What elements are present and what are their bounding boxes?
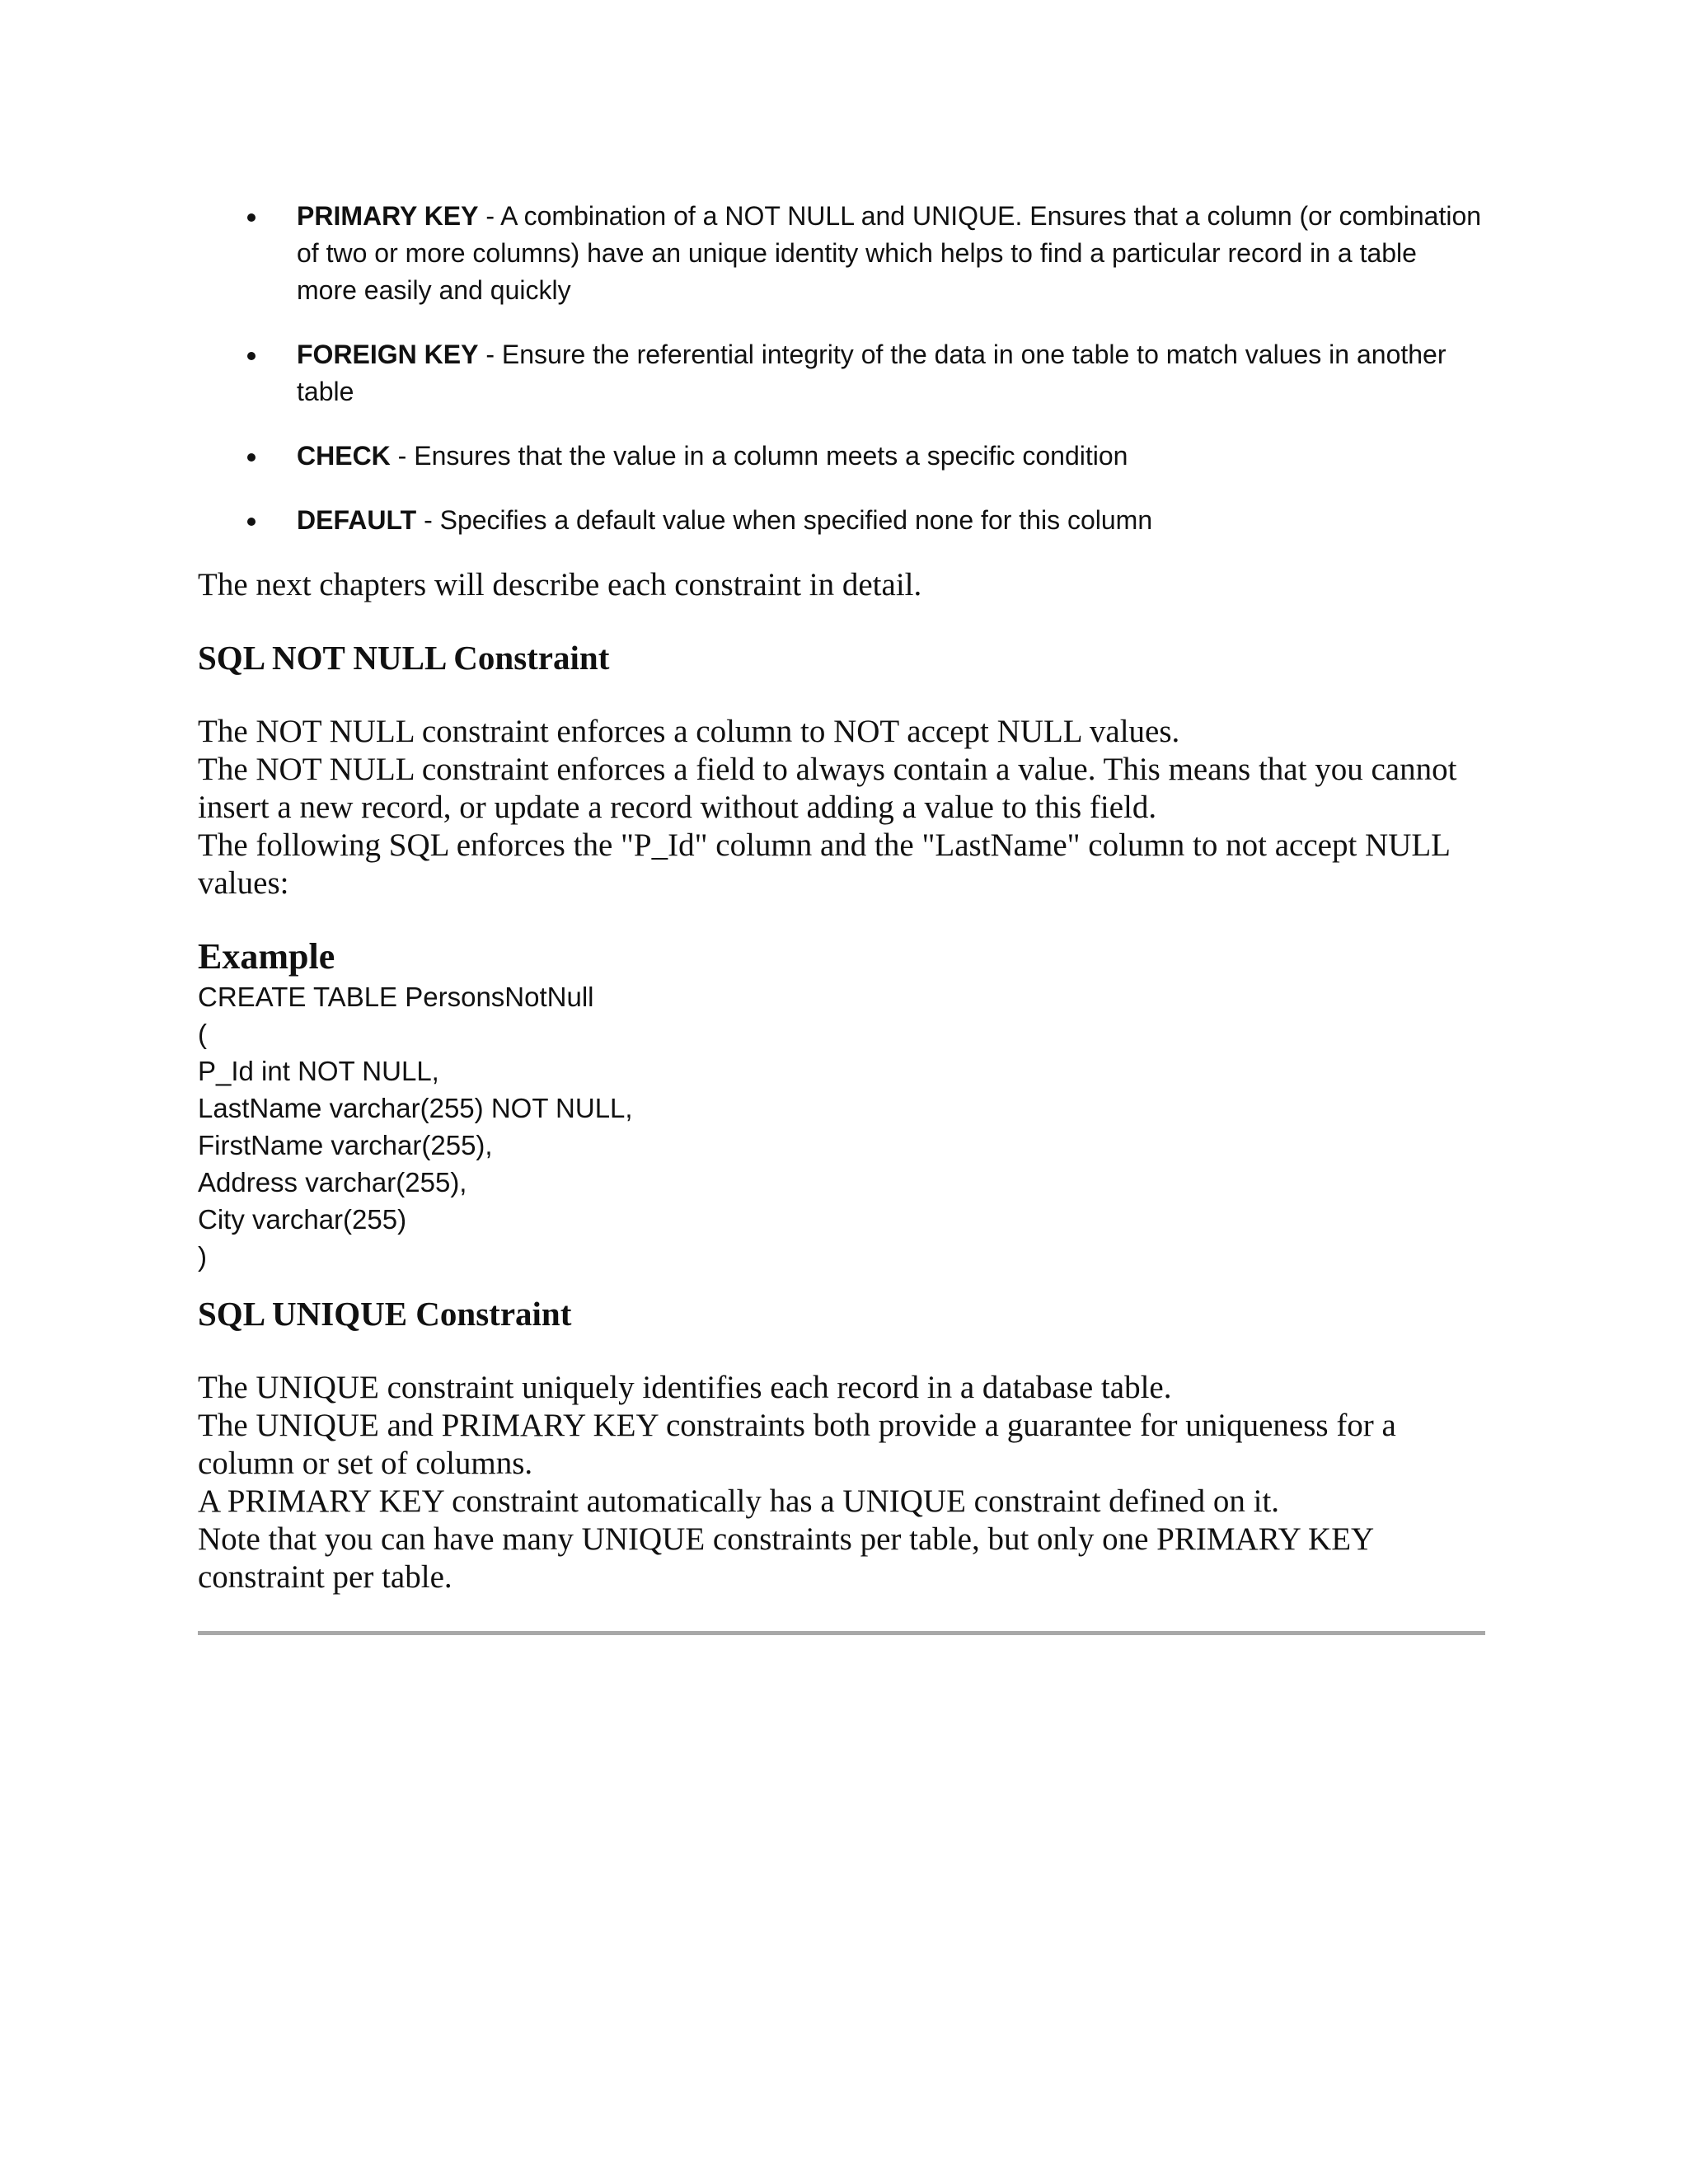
list-item-primary-key xyxy=(198,198,1484,309)
code-line: CREATE TABLE PersonsNotNull xyxy=(198,982,594,1012)
list-item-foreign-key xyxy=(198,336,1484,410)
page-content xyxy=(198,198,1484,1635)
code-line: FirstName varchar(255), xyxy=(198,1130,493,1160)
term-label: PRIMARY KEY xyxy=(297,201,479,231)
term-description: - A combination of a NOT NULL and UNIQUE. Ensures that a column (or combination of two or more columns) have an unique identity which helps to find a particular record in a table more easily and quickly xyxy=(297,201,1482,305)
term-description: - Ensure the referential integrity of the data in one table to match values in another table xyxy=(297,340,1447,406)
paragraph: A PRIMARY KEY constraint automatically has a UNIQUE constraint defined on it. xyxy=(198,1483,1280,1519)
code-line: ) xyxy=(198,1241,207,1272)
example-heading: Example xyxy=(198,936,335,977)
paragraph: The NOT NULL constraint enforces a field to always contain a value. This means that you cannot insert a new record, or update a record without adding a value to this field. xyxy=(198,752,1457,825)
term-label: DEFAULT xyxy=(297,505,417,535)
constraint-list xyxy=(198,198,1484,539)
paragraph: Note that you can have many UNIQUE constraints per table, but only one PRIMARY KEY constraint per table. xyxy=(198,1521,1373,1595)
code-line: City varchar(255) xyxy=(198,1204,407,1235)
intro-paragraph: The next chapters will describe each constraint in detail. xyxy=(198,567,922,602)
paragraph: The NOT NULL constraint enforces a column to NOT accept NULL values. xyxy=(198,714,1180,749)
list-item-check xyxy=(198,438,1484,475)
horizontal-divider xyxy=(198,1631,1485,1635)
term-label: FOREIGN KEY xyxy=(297,340,479,369)
code-line: P_Id int NOT NULL, xyxy=(198,1056,439,1086)
term-description: - Ensures that the value in a column meets a specific condition xyxy=(390,441,1128,471)
code-line: LastName varchar(255) NOT NULL, xyxy=(198,1093,633,1123)
bullet-icon xyxy=(247,213,256,222)
term-description: - Specifies a default value when specified none for this column xyxy=(416,505,1153,535)
section-heading-unique: SQL UNIQUE Constraint xyxy=(198,1295,572,1333)
paragraph: The UNIQUE and PRIMARY KEY constraints both provide a guarantee for uniqueness for a column or set of columns. xyxy=(198,1408,1396,1481)
code-line: Address varchar(255), xyxy=(198,1167,467,1197)
term-label: CHECK xyxy=(297,441,391,471)
list-item-default xyxy=(198,502,1484,539)
section-heading-not-null: SQL NOT NULL Constraint xyxy=(198,639,610,677)
bullet-icon xyxy=(247,518,256,526)
bullet-icon xyxy=(247,352,256,360)
paragraph: The UNIQUE constraint uniquely identifies each record in a database table. xyxy=(198,1370,1172,1405)
code-block xyxy=(198,978,1484,1275)
bullet-icon xyxy=(247,453,256,462)
code-line: ( xyxy=(198,1019,207,1049)
paragraph: The following SQL enforces the "P_Id" column and the "LastName" column to not accept NULL values: xyxy=(198,827,1450,901)
